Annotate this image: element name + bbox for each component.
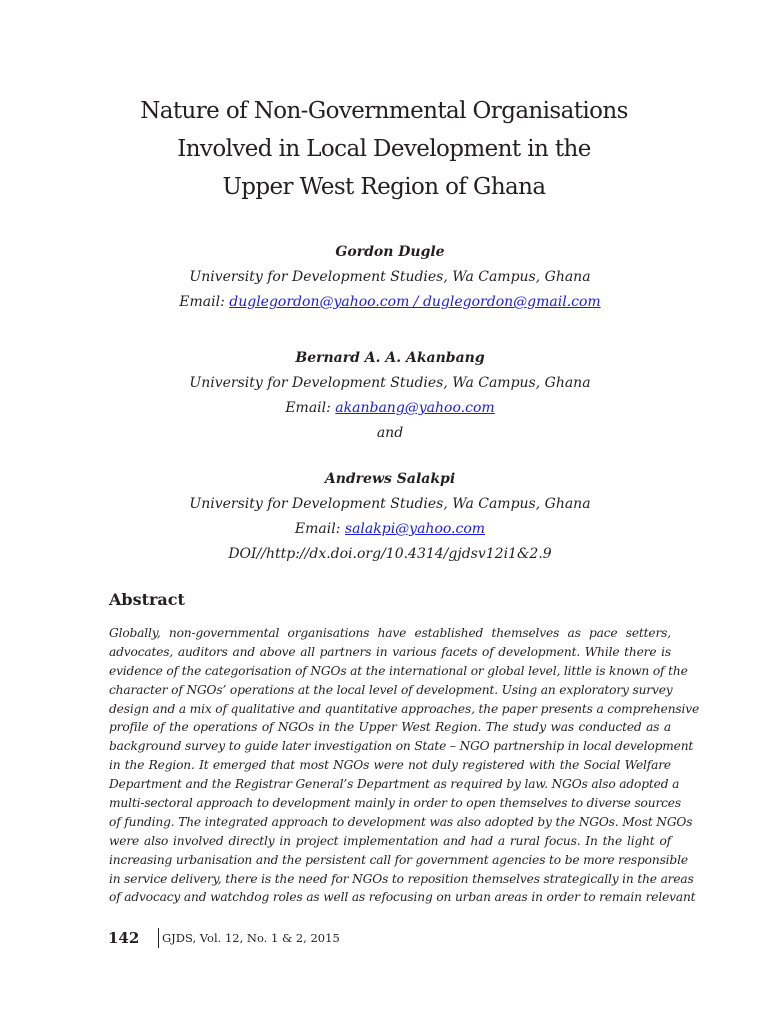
title-line: Involved in Local Development in the — [177, 136, 591, 162]
abstract-line: in the Region. It emerged that most NGOs were not duly registered with the Social Welfare — [109, 758, 671, 773]
title-line: Upper West Region of Ghana — [222, 174, 546, 200]
author-affiliation: University for Development Studies, Wa Campus, Ghana — [189, 375, 591, 391]
author-conjunction: and — [376, 425, 404, 441]
abstract-line: in service delivery, there is the need for NGOs to reposition themselves strategically in the areas — [109, 871, 694, 886]
journal-citation: GJDS, Vol. 12, No. 1 & 2, 2015 — [162, 931, 340, 945]
abstract-line: Globally, non-governmental organisations have established themselves as pace setters, — [109, 626, 671, 640]
abstract-line: character of NGOs’ operations at the local level of development. Using an exploratory survey — [109, 682, 673, 697]
abstract-line: advocates, auditors and above all partners in various facets of development. While there is — [109, 644, 671, 659]
abstract-line: design and a mix of qualitative and quantitative approaches, the paper presents a comprehensive — [109, 701, 700, 716]
abstract-line: evidence of the categorisation of NGOs at the international or global level, little is known of the — [109, 663, 688, 678]
author-name: Gordon Dugle — [335, 244, 445, 260]
author-affiliation: University for Development Studies, Wa Campus, Ghana — [189, 496, 591, 512]
abstract-line: of funding. The integrated approach to development was also adopted by the NGOs. Most NGOs — [109, 814, 693, 829]
page-footer — [108, 927, 340, 949]
title-line: Nature of Non-Governmental Organisations — [140, 98, 628, 124]
author-email-line — [0, 290, 768, 315]
email-label: Email: — [285, 400, 336, 416]
author-email-line — [0, 517, 768, 542]
author-block — [0, 240, 768, 567]
email-link[interactable]: akanbang@yahoo.com — [335, 400, 495, 416]
email-link[interactable]: salakpi@yahoo.com — [344, 521, 486, 537]
page-number: 142 — [108, 929, 140, 947]
author-name: Bernard A. A. Akanbang — [295, 350, 485, 366]
abstract-line: multi-sectoral approach to development mainly in order to open themselves to diverse sources — [109, 796, 681, 811]
abstract-line: profile of the operations of NGOs in the Upper West Region. The study was conducted as a — [109, 720, 671, 735]
email-label: Email: — [294, 521, 345, 537]
abstract-heading: Abstract — [109, 590, 185, 609]
abstract-line: of advocacy and watchdog roles as well as refocusing on urban areas in order to remain relevant — [109, 890, 696, 905]
abstract-line: Department and the Registrar General’s Department as required by law. NGOs also adopted a — [109, 777, 680, 792]
email-link[interactable]: duglegordon@yahoo.com / duglegordon@gmail.com — [229, 294, 601, 310]
paper-title — [0, 92, 768, 206]
abstract-body — [109, 624, 700, 907]
email-label: Email: — [179, 294, 230, 310]
author-email-line — [0, 396, 768, 421]
abstract-line: background survey to guide later investigation on State – NGO partnership in local development — [109, 739, 694, 754]
abstract-line: increasing urbanisation and the persistent call for government agencies to be more responsible — [109, 852, 688, 867]
footer-divider — [158, 928, 159, 948]
abstract-line: were also involved directly in project implementation and had a rural focus. In the light of — [109, 833, 671, 848]
author-affiliation: University for Development Studies, Wa Campus, Ghana — [189, 269, 591, 285]
author-name: Andrews Salakpi — [324, 471, 456, 487]
doi: DOI//http://dx.doi.org/10.4314/gjdsv12i1&2.9 — [228, 546, 552, 562]
